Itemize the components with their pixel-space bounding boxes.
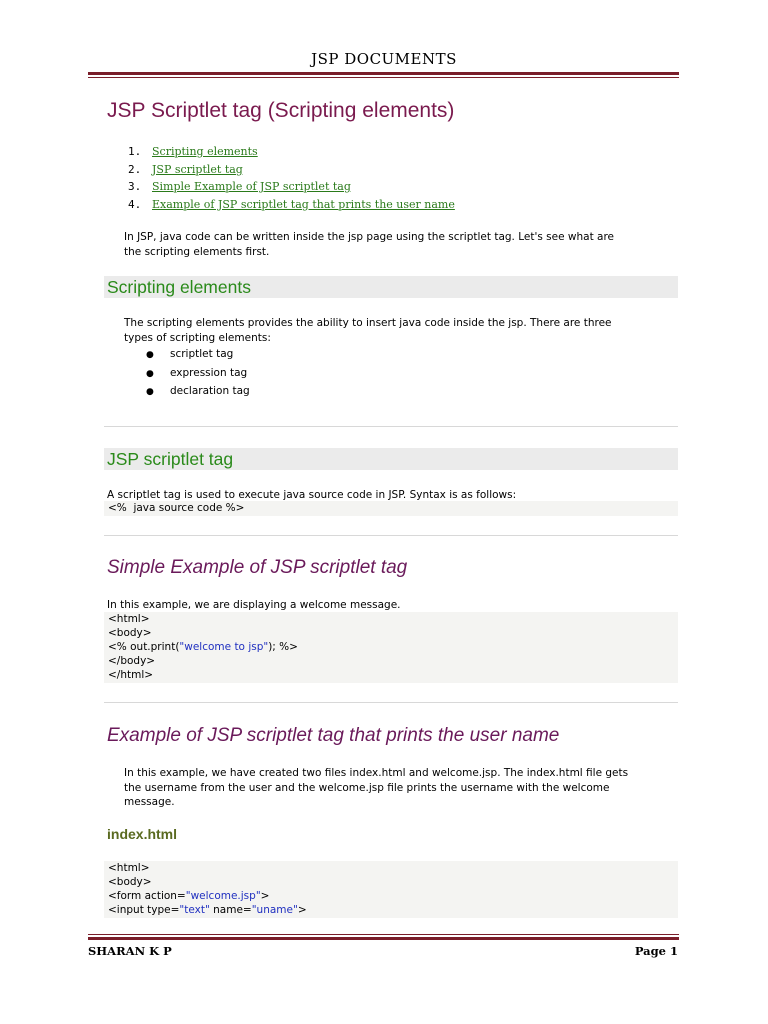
code-line: </html> — [108, 669, 154, 681]
footer-author: SHARAN K P — [88, 944, 172, 958]
code-token: ); %> — [268, 641, 298, 653]
toc-number: 3. — [128, 180, 142, 193]
section-heading-scripting-elements: Scripting elements — [104, 276, 678, 298]
scripting-line: types of scripting elements: — [124, 331, 271, 344]
toc-item — [128, 196, 455, 214]
toc-link-jsp-scriptlet-tag[interactable]: JSP scriptlet tag — [152, 162, 243, 176]
scripting-paragraph — [124, 316, 612, 345]
bullet-icon: ● — [146, 368, 154, 379]
intro-line: In JSP, java code can be written inside the jsp page using the scriptlet tag. Let's see what are — [124, 231, 614, 243]
code-string: "uname" — [251, 904, 298, 916]
list-item-label: expression tag — [170, 366, 248, 379]
code-string: "welcome.jsp" — [185, 890, 261, 902]
username-line: the username from the user and the welcome.jsp file prints the username with the welcome — [124, 781, 610, 794]
code-token: <input type= — [108, 904, 180, 916]
document-header-title: JSP DOCUMENTS — [311, 50, 457, 68]
section-heading-username-example: Example of JSP scriptlet tag that prints the user name — [107, 725, 560, 746]
index-html-code-block — [104, 861, 678, 918]
list-item — [146, 382, 250, 401]
list-item-label: declaration tag — [170, 385, 250, 397]
toc-number: 4. — [128, 197, 142, 211]
code-token: > — [297, 904, 307, 916]
list-item-label: scriptlet tag — [170, 348, 234, 360]
scripting-line: The scripting elements provides the ability to insert java code inside the jsp. There are three — [124, 317, 612, 329]
code-line: </body> — [108, 655, 156, 667]
code-token: <form action= — [108, 890, 186, 902]
toc-link-simple-example[interactable]: Simple Example of JSP scriptlet tag — [152, 180, 351, 193]
bullet-icon: ● — [146, 387, 154, 397]
code-line: <html> — [108, 613, 150, 625]
intro-line: the scripting elements first. — [124, 245, 270, 258]
intro-paragraph — [124, 230, 614, 259]
code-token: <% out.print( — [108, 641, 180, 653]
toc-number: 2. — [128, 162, 142, 176]
list-item — [146, 364, 250, 383]
divider — [104, 702, 678, 703]
list-item — [146, 345, 250, 364]
page-title: JSP Scriptlet tag (Scripting elements) — [107, 99, 455, 122]
username-line: message. — [124, 796, 175, 808]
code-token: > — [260, 890, 270, 902]
header-rule — [88, 72, 679, 78]
divider — [104, 426, 678, 427]
code-line: <body> — [108, 627, 152, 639]
simple-example-paragraph: In this example, we are displaying a welcome message. — [107, 599, 401, 611]
toc-number: 1. — [128, 145, 142, 158]
syntax-code-block — [104, 501, 678, 516]
scriptlet-paragraph: A scriptlet tag is used to execute java source code in JSP. Syntax is as follows: — [107, 489, 517, 501]
username-example-paragraph — [124, 766, 628, 810]
code-string: "text" — [179, 904, 210, 916]
code-token: name= — [209, 904, 252, 916]
divider — [104, 535, 678, 536]
username-line: In this example, we have created two files index.html and welcome.jsp. The index.html file gets — [124, 767, 629, 779]
code-line — [108, 640, 678, 654]
welcome-code-block — [104, 612, 678, 683]
code-line: <html> — [108, 862, 150, 874]
toc-item — [128, 161, 455, 179]
toc-item — [128, 178, 455, 196]
code-line: <% java source code %> — [108, 502, 245, 514]
toc-link-scripting-elements[interactable]: Scripting elements — [152, 145, 258, 158]
toc-item — [128, 143, 455, 161]
code-line — [108, 889, 678, 903]
section-heading-simple-example: Simple Example of JSP scriptlet tag — [107, 557, 408, 578]
code-line: <body> — [108, 876, 152, 888]
footer-rule — [88, 934, 679, 940]
footer-page-number: Page 1 — [634, 944, 678, 958]
section-heading-jsp-scriptlet-tag: JSP scriptlet tag — [104, 448, 678, 470]
bullet-icon: ● — [146, 350, 154, 360]
toc-link-username-example[interactable]: Example of JSP scriptlet tag that prints the user name — [152, 197, 455, 211]
scripting-element-list — [146, 345, 250, 401]
code-string: "welcome to jsp" — [179, 641, 269, 653]
file-heading-index-html: index.html — [107, 826, 178, 842]
table-of-contents — [128, 143, 455, 213]
code-line — [108, 903, 678, 917]
